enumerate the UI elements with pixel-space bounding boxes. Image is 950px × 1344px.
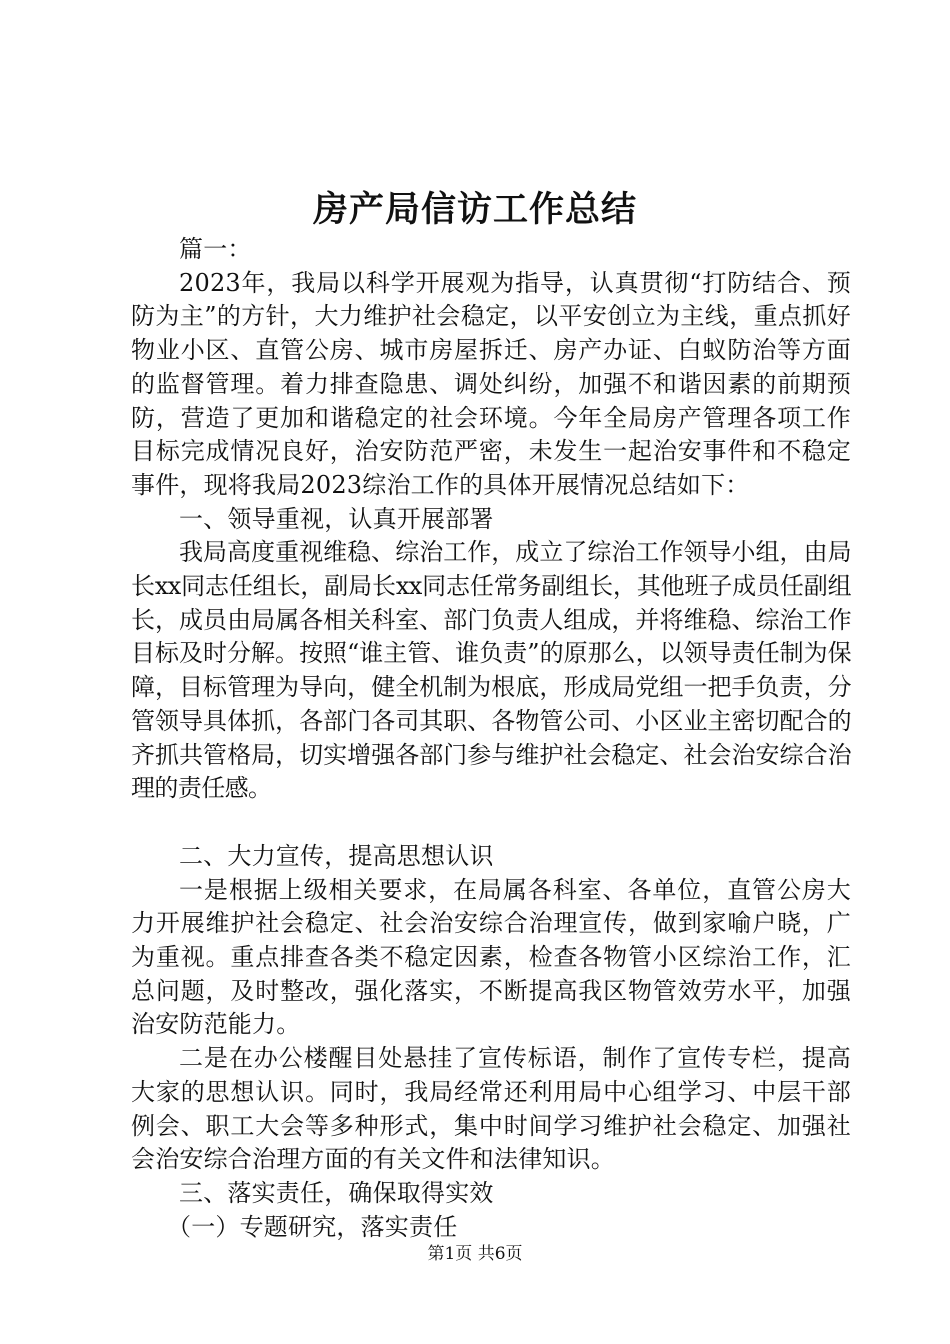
document-body [131, 233, 851, 1244]
paragraph-spacer [131, 806, 851, 840]
heading-section-1: 一、领导重视，认真开展部署 [179, 504, 494, 533]
page-number-footer: 第1页 共6页 [427, 1244, 523, 1264]
paragraph-section-label: 篇一： [179, 235, 252, 263]
paragraph-intro: 2023年，我局以科学开展观为指导，认真贯彻“打防结合、预防为主”的方针，大力维护社会稳定，以平安创立为主线，重点抓好物业小区、直管公房、城市房屋拆迁、房产办证、白蚁防治等方面的监督管理。着力排查隐患、调处纠纷，加强不和谐因素的前期预防，营造了更加和谐稳定的社会环境。今年全局房产管理各项工作目标完成情况良好，治安防范严密，未发生一起治安事件和不稳定事件，现将我局2023综治工作的具体开展情况总结如下： [131, 268, 851, 499]
paragraph-leadership: 我局高度重视维稳、综治工作，成立了综治工作领导小组，由局长xx同志任组长，副局长xx同志任常务副组长，其他班子成员任副组长，成员由局属各相关科室、部门负责人组成，并将维稳、综治工作目标及时分解。按照“谁主管、谁负责”的原那么，以领导责任制为保障，目标管理为导向，健全机制为根底，形成局党组一把手负责，分管领导具体抓，各部门各司其职、各物管公司、小区业主密切配合的齐抓共管格局，切实增强各部门参与维护社会稳定、社会治安综合治理的责任感。 [131, 538, 851, 803]
paragraph-publicity-2: 二是在办公楼醒目处悬挂了宣传标语，制作了宣传专栏，提高大家的思想认识。同时，我局经常还利用局中心组学习、中层干部例会、职工大会等多种形式，集中时间学习维护社会稳定、加强社会治安综合治理方面的有关文件和法律知识。 [131, 1044, 851, 1174]
paragraph-publicity-1: 一是根据上级相关要求，在局属各科室、各单位，直管公房大力开展维护社会稳定、社会治安综合治理宣传，做到家喻户晓，广为重视。重点排查各类不稳定因素，检查各物管小区综治工作，汇总问题，及时整改，强化落实，不断提高我区物管效劳水平，加强治安防范能力。 [131, 875, 851, 1039]
heading-section-2: 二、大力宣传，提高思想认识 [179, 841, 494, 870]
heading-section-3: 三、落实责任，确保取得实效 [179, 1178, 494, 1207]
heading-subsection-1: （一）专题研究，落实责任 [167, 1212, 458, 1241]
document-title: 房产局信访工作总结 [312, 189, 637, 230]
